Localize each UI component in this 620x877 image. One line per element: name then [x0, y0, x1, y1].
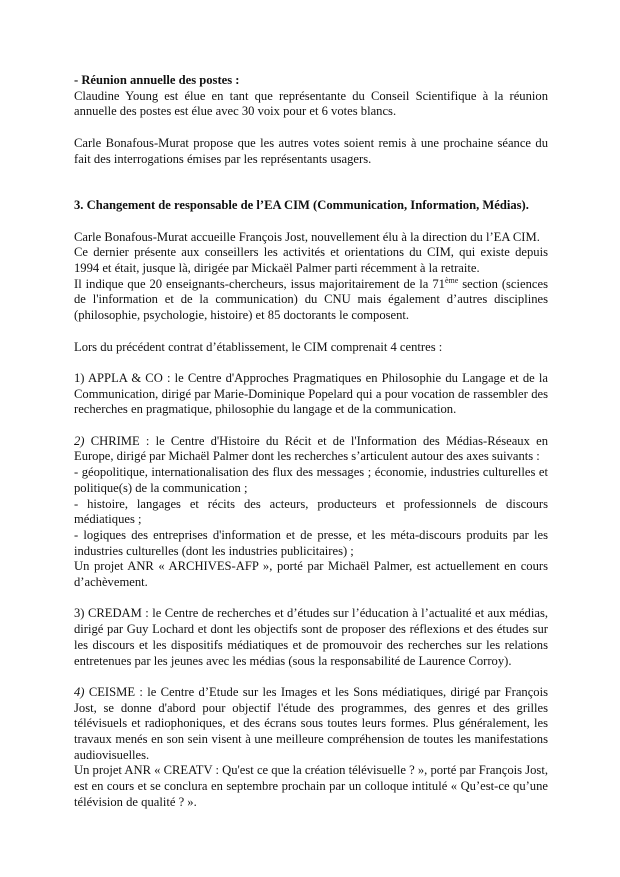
ceisme-description: CEISME : le Centre d’Etude sur les Images et les Sons médiatiques, dirigé par François Jost, se donne d'abord pour objectif l'étude des programmes, des genres et des grilles télévisuels et radiophoniques, et des écrans sous toutes leurs formes. Plus généralement, les travaux menés en son sein visent à une meilleure compréhension de toutes les manifestations audiovisuelles.	[74, 684, 548, 762]
postes-heading: - Réunion annuelle des postes :	[74, 73, 240, 87]
chrime-project: Un projet ANR « ARCHIVES-AFP », porté par Michaël Palmer, est actuellement en cours d’achèvement.	[74, 559, 548, 590]
center-chrime	[74, 434, 548, 591]
section3-intro	[74, 230, 548, 324]
postes-paragraph-votes: Carle Bonafous-Murat propose que les autres votes soient remis à une prochaine séance du fait des interrogations émises par les représentants usagers.	[74, 135, 548, 166]
chrime-axis-3: - logiques des entreprises d'information et de presse, et les méta-discours produits par les industries culturelles (dont les industries publicitaires) ;	[74, 527, 548, 558]
document-page	[74, 73, 548, 811]
chrime-axis-2: - histoire, langages et récits des acteurs, producteurs et professionnels de discours médiatiques ;	[74, 496, 548, 527]
postes-paragraph-election: Claudine Young est élue en tant que représentante du Conseil Scientifique à la réunion annuelle des postes est élue avec 30 voix pour et 6 votes blancs.	[74, 88, 548, 119]
chrime-intro	[74, 434, 548, 465]
intro-line-2: Ce dernier présente aux conseillers les activités et orientations du CIM, qui existe depuis 1994 et était, jusque là, dirigée par Mickaël Palmer parti récemment à la retraite.	[74, 245, 548, 275]
staff-superscript: ème	[444, 275, 459, 285]
ceisme-number: 4)	[74, 684, 85, 699]
contract-paragraph: Lors du précédent contrat d’établissement, le CIM comprenait 4 centres :	[74, 339, 443, 354]
center-ceisme	[74, 685, 548, 811]
ceisme-project: Un projet ANR « CREATV : Qu'est ce que la création télévisuelle ? », porté par François Jost, est en cours et se conclura en septembre prochain par un colloque intitulé « Qu’est-ce qu’une télévision de qualité ? ».	[74, 763, 548, 809]
center-appla: 1) APPLA & CO : le Centre d'Approches Pragmatiques en Philosophie du Langage et de la Communication, dirigé par Marie-Dominique Popelard qui a pour vocation de rassembler des recherches en pragmatique, philosophie du langage et de la communication.	[74, 370, 548, 417]
intro-line-staff	[74, 277, 548, 324]
ceisme-intro	[74, 685, 548, 764]
chrime-number: 2)	[74, 433, 85, 448]
staff-text-after: section (sciences de l'information et de la communication) du CNU mais également d’autres disciplines (philosophie, psychologie, histoire) et 85 doctorants le composent.	[74, 276, 548, 323]
staff-text-before: Il indique que 20 enseignants-chercheurs, issus majoritairement de la 71	[74, 276, 445, 291]
chrime-description: CHRIME : le Centre d'Histoire du Récit et de l'Information des Médias-Réseaux en Europe, dirigé par Michaël Palmer dont les recherches s’articulent autour des axes suivants :	[74, 433, 548, 464]
section3-heading: 3. Changement de responsable de l’EA CIM (Communication, Information, Médias).	[74, 198, 529, 213]
intro-line-1: Carle Bonafous-Murat accueille François Jost, nouvellement élu à la direction du l’EA CIM.	[74, 229, 540, 244]
center-credam: 3) CREDAM : le Centre de recherches et d’études sur l’éducation à l’actualité et aux médias, dirigé par Guy Lochard et dont les objectifs sont de proposer des réflexions et des études sur les discours et les dispositifs médiatiques et de promouvoir des recherches sur les relations entretenues par les jeunes avec les médias (sous la responsabilité de Laurence Corroy).	[74, 606, 548, 668]
chrime-axis-1: - géopolitique, internationalisation des flux des messages ; économie, industries culturelles et politique(s) de la communication ;	[74, 465, 548, 495]
